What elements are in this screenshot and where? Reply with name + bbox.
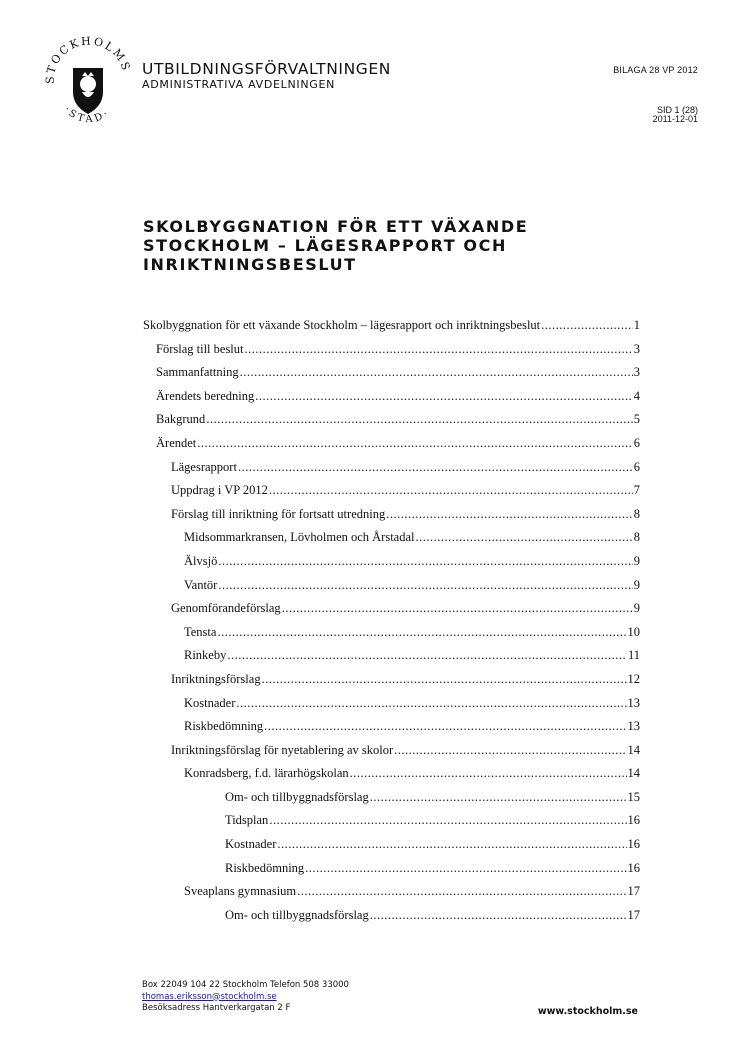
svg-text:·STAD·: ·STAD· [61,104,113,126]
document-date: 2011-12-01 [652,114,698,124]
toc-entry-title: Om- och tillbyggnadsförslag [225,907,369,922]
annex-label: BILAGA 28 VP 2012 [613,65,698,75]
toc-dot-leader [206,408,632,432]
toc-entry[interactable] [143,456,640,480]
toc-entry-title: Konradsberg, f.d. lärarhögskolan [184,766,349,781]
toc-entry[interactable] [143,361,640,385]
toc-entry-title: Sveaplans gymnasium [184,884,297,899]
toc-entry[interactable] [143,809,640,833]
toc-dot-leader [227,644,627,668]
toc-entry[interactable] [143,880,640,904]
toc-entry[interactable] [143,503,640,527]
toc-entry-page: 4 [633,388,640,403]
toc-entry[interactable] [143,408,640,432]
toc-entry-title: Kostnader [225,837,277,852]
toc-entry-page: 16 [627,837,640,852]
toc-entry-title: Förslag till inriktning för fortsatt utredning [171,506,386,521]
toc-entry-title: Ärendets beredning [156,388,255,403]
toc-dot-leader [394,739,626,763]
toc-entry-title: Inriktningsförslag [171,671,261,686]
toc-entry-page: 13 [627,695,640,710]
title-line-2: STOCKHOLM – LÄGESRAPPORT OCH [143,236,507,255]
toc-entry-title: Uppdrag i VP 2012 [171,483,268,498]
toc-dot-leader [269,479,633,503]
website-link[interactable]: www.stockholm.se [537,1006,638,1017]
toc-dot-leader [277,833,626,857]
toc-entry-page: 7 [633,483,640,498]
toc-entry-title: Rinkeby [184,648,227,663]
footer-visit-address: Besöksadress Hantverkargatan 2 F [142,1003,291,1013]
toc-dot-leader [370,904,627,928]
toc-entry-page: 14 [627,766,640,781]
toc-entry[interactable] [143,668,640,692]
toc-entry-title: Vantör [184,577,218,592]
title-line-1: SKOLBYGGNATION FÖR ETT VÄXANDE [143,217,529,236]
toc-entry[interactable] [143,550,640,574]
toc-dot-leader [297,880,626,904]
toc-dot-leader [269,809,626,833]
toc-entry-page: 8 [633,506,640,521]
toc-entry[interactable] [143,385,640,409]
toc-entry[interactable] [143,644,640,668]
toc-dot-leader [255,385,633,409]
toc-entry-title: Sammanfattning [156,365,239,380]
toc-entry-page: 8 [633,530,640,545]
toc-entry[interactable] [143,574,640,598]
toc-dot-leader [282,597,633,621]
toc-entry-title: Genomförandeförslag [171,601,281,616]
toc-entry[interactable] [143,479,640,503]
toc-dot-leader [262,668,627,692]
page-number: SID 1 (28) [656,105,698,115]
toc-entry-page: 17 [627,884,640,899]
toc-dot-leader [218,550,632,574]
toc-entry-title: Om- och tillbyggnadsförslag [225,789,369,804]
toc-entry-page: 1 [633,318,640,332]
toc-entry-title: Älvsjö [184,553,218,568]
toc-entry-title: Ärendet [156,435,197,450]
toc-dot-leader [238,456,633,480]
toc-entry[interactable] [143,857,640,881]
toc-entry-page: 17 [627,907,640,922]
toc-entry-page: 9 [633,577,640,592]
footer-address: Box 22049 104 22 Stockholm Telefon 508 33000 [142,980,349,990]
toc-entry-page: 3 [633,365,640,380]
toc-dot-leader [240,361,633,385]
toc-entry-page: 9 [633,553,640,568]
toc-entry[interactable] [143,739,640,763]
toc-entry-title: Inriktningsförslag för nyetablering av skolor [171,742,394,757]
toc-entry[interactable] [143,692,640,716]
toc-entry-page: 5 [633,412,640,427]
toc-entry-title: Kostnader [184,695,236,710]
toc-dot-leader [236,692,626,716]
toc-entry-page: 12 [627,671,640,686]
toc-entry-page: 16 [627,813,640,828]
toc-dot-leader [218,574,632,598]
page-info [653,106,698,124]
toc-entry[interactable] [143,621,640,645]
toc-entry[interactable] [143,715,640,739]
department-name: ADMINISTRATIVA AVDELNINGEN [142,78,336,91]
toc-dot-leader [350,762,627,786]
toc-dot-leader [217,621,626,645]
toc-entry-page: 11 [627,648,640,663]
toc-entry-page: 9 [633,601,640,616]
toc-dot-leader [264,715,626,739]
toc-entry-title: Riskbedömning [225,860,305,875]
organization-name: UTBILDNINGSFÖRVALTNINGEN [142,60,391,78]
toc-entry-page: 14 [627,742,640,757]
toc-entry-title: Skolbyggnation för ett växande Stockholm – lägesrapport och inriktningsbeslut [143,318,541,332]
toc-entry-title: Lägesrapport [171,459,237,474]
footer [142,980,349,1015]
toc-entry[interactable] [143,338,640,362]
toc-entry-title: Bakgrund [156,412,206,427]
table-of-contents [143,314,640,927]
toc-dot-leader [541,314,633,338]
toc-entry-title: Tidsplan [225,813,269,828]
footer-email-link[interactable]: thomas.eriksson@stockholm.se [142,991,277,1002]
toc-dot-leader [245,338,633,362]
stockholm-stad-logo [42,36,134,128]
toc-entry[interactable] [143,786,640,810]
toc-dot-leader [370,786,627,810]
toc-dot-leader [305,857,626,881]
toc-entry-page: 10 [627,624,640,639]
title-line-3: INRIKTNINGSBESLUT [143,255,357,274]
toc-entry[interactable] [143,432,640,456]
toc-entry-title: Midsommarkransen, Lövholmen och Årstadal [184,530,415,545]
toc-entry-page: 6 [633,459,640,474]
toc-entry-page: 15 [627,789,640,804]
toc-entry-page: 16 [627,860,640,875]
document-title [143,217,613,274]
toc-dot-leader [197,432,632,456]
toc-entry-title: Tensta [184,624,217,639]
toc-entry[interactable] [143,904,640,928]
toc-entry[interactable] [143,833,640,857]
toc-entry[interactable] [143,314,640,338]
organization-block [142,61,391,91]
toc-entry-page: 6 [633,435,640,450]
toc-entry[interactable] [143,526,640,550]
toc-entry-page: 3 [633,341,640,356]
toc-entry-title: Förslag till beslut [156,341,244,356]
toc-entry[interactable] [143,762,640,786]
svg-text:STOCKHOLMS: STOCKHOLMS [43,36,134,85]
toc-entry-page: 13 [627,719,640,734]
toc-entry[interactable] [143,597,640,621]
toc-entry-title: Riskbedömning [184,719,264,734]
toc-dot-leader [416,526,633,550]
toc-dot-leader [386,503,633,527]
